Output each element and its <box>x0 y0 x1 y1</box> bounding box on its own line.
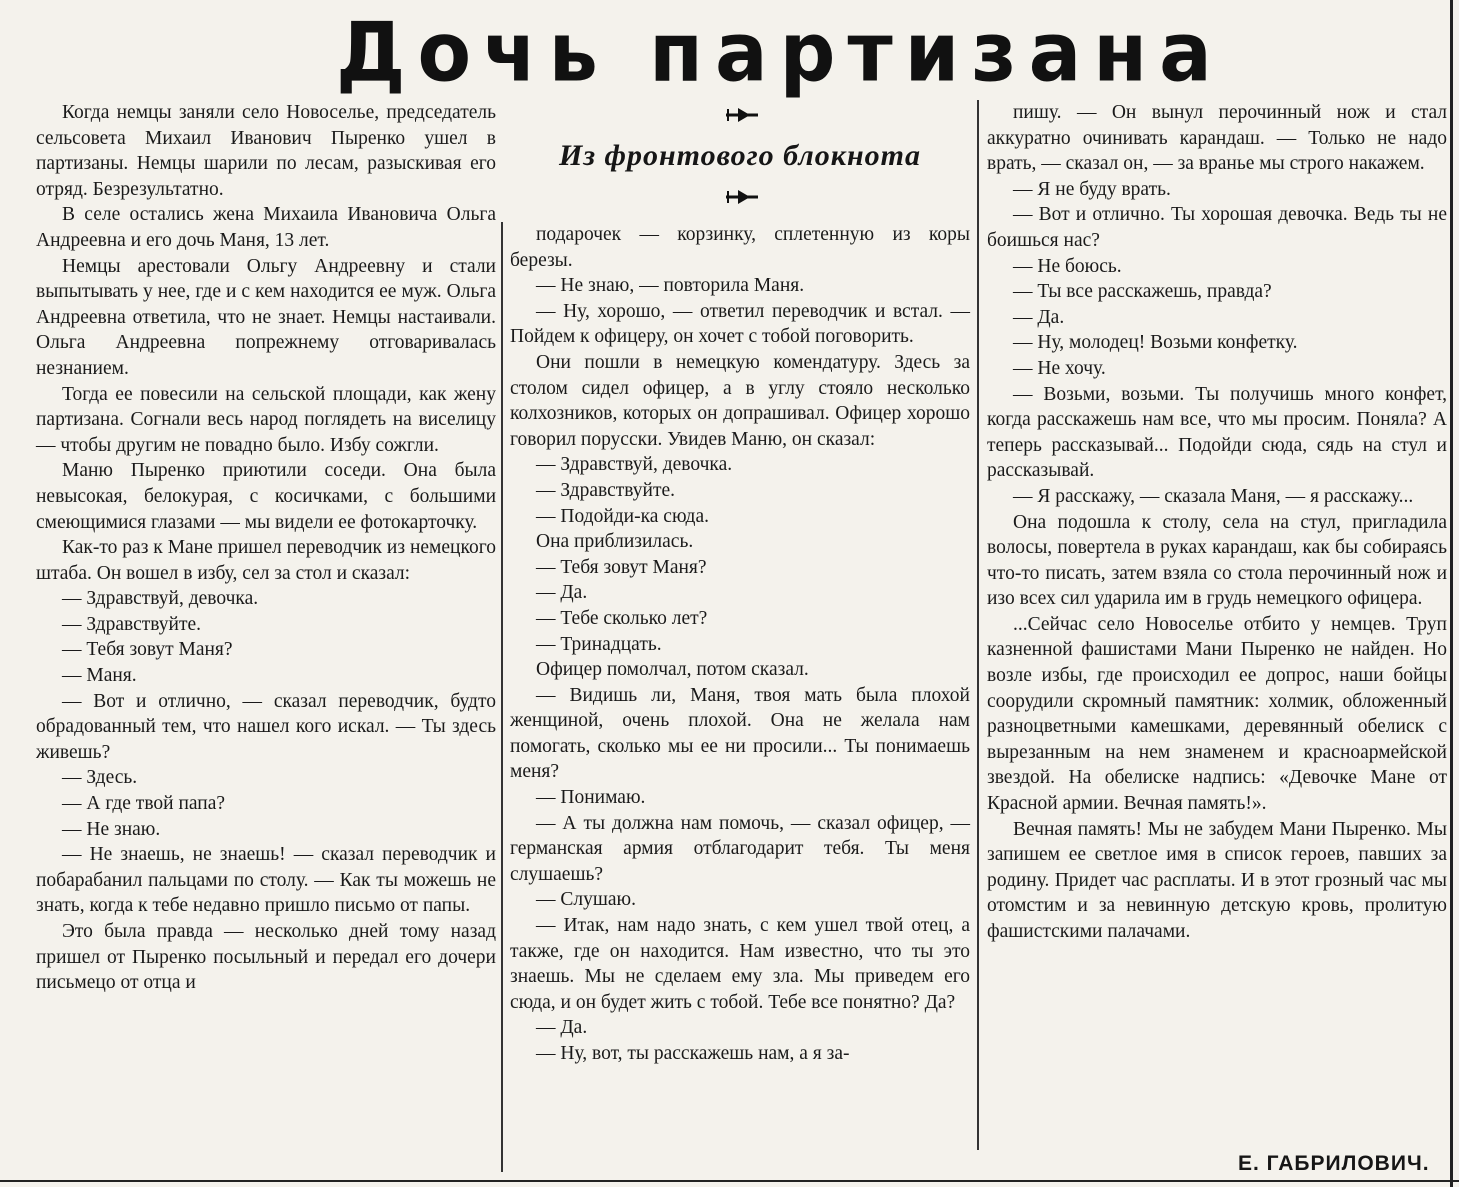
paragraph: Немцы арестовали Ольгу Андреевну и стали выпытывать у нее, где и с кем находится ее муж. Ольга Андреевна ответила, что не знает. Немцы настаивали. Ольга Андреевна попрежнему отговаривалась незнанием. <box>36 255 496 379</box>
paragraph: Вечная память! Мы не забудем Мани Пыренко. Мы запишем ее светлое имя в список героев, павших за родину. Придет час расплаты. И в этот грозный час мы отомстим и за невинную детскую кровь, пролитую фашистскими палачами. <box>987 818 1447 942</box>
paragraph: — А ты должна нам помочь, — сказал офицер, — германская армия отблагодарит тебя. Ты меня слушаешь? <box>510 812 970 885</box>
paragraph: Это была правда — несколько дней тому назад пришел от Пыренко посыльный и передал его дочери письмецо от отца и <box>36 921 496 994</box>
paragraph: — Тебя зовут Маня? <box>62 639 233 661</box>
ornament-arrow-icon <box>724 188 760 206</box>
column-divider <box>501 222 503 1172</box>
paragraph: — Ну, молодец! Возьми конфетку. <box>1013 332 1298 354</box>
paragraph: — Ты все расскажешь, правда? <box>1013 281 1272 303</box>
paragraph: — Да. <box>536 582 588 604</box>
author-signature: Е. ГАБРИЛОВИЧ. <box>1238 1152 1430 1175</box>
paragraph: Маню Пыренко приютили соседи. Она была невысокая, белокурая, с косичками, с большими смеющимися глазами — мы видели ее фотокарточку. <box>36 460 496 533</box>
paragraph: В селе остались жена Михаила Ивановича Ольга Андреевна и его дочь Маня, 13 лет. <box>36 204 496 251</box>
paragraph: — Понимаю. <box>536 787 646 809</box>
paragraph: — Не знаю, — повторила Маня. <box>536 275 805 297</box>
paragraph: — Маня. <box>62 665 137 687</box>
paragraph: — Ну, вот, ты расскажешь нам, а я за- <box>536 1043 850 1064</box>
paragraph: — Да. <box>1013 306 1065 328</box>
paragraph: — Видишь ли, Маня, твоя мать была плохой женщиной, очень плохой. Она не желала нам помогать, сколько мы ее ни просили... Ты понимаешь меня? <box>510 684 970 783</box>
paragraph: ...Сейчас село Новоселье отбито у немцев. Труп казненной фашистами Мани Пыренко не найден. Но возле избы, где происходил ее допрос, наши бойцы соорудили скромный памятник: холмик, обложенный разноцветными камешками, деревянный обелиск с вырезанным на нем знаменем и красноармейской звездой. На обелиске надпись: «Девочке Мане от Красной армии. Вечная память!». <box>987 613 1447 815</box>
paragraph: Она подошла к столу, села на стул, пригладила волосы, повертела в руках карандаш, как бы собираясь что-то писать, затем взяла со стола перочинный нож и изо всех сил ударила им в грудь немецкого офицера. <box>987 511 1447 610</box>
paragraph: — Слушаю. <box>536 889 636 911</box>
paragraph: — Здравствуй, девочка. <box>62 588 259 610</box>
paragraph: — Не знаешь, не знаешь! — сказал переводчик и побарабанил пальцами по столу. — Как ты можешь не знать, когда к тебе недавно пришло письмо от папы. <box>36 844 496 917</box>
article-column-3 <box>987 100 1447 945</box>
paragraph: — Не боюсь. <box>1013 255 1122 277</box>
ornament-arrow-icon <box>724 106 760 124</box>
paragraph: — Вот и отлично, — сказал переводчик, будто обрадованный тем, что нашел кого искал. — Ты здесь живешь? <box>36 690 496 763</box>
paragraph: — Возьми, возьми. Ты получишь много конфет, когда расскажешь нам все, что мы просим. Поняла? А теперь рассказывай... Подойди сюда, сядь на стул и рассказывай. <box>987 383 1447 482</box>
paragraph: — Ну, хорошо, — ответил переводчик и встал. — Пойдем к офицеру, он хочет с тобой поговорить. <box>510 300 970 348</box>
paragraph: — Я не буду врать. <box>1013 178 1171 200</box>
paragraph: — А где твой папа? <box>62 793 226 815</box>
paragraph: Когда немцы заняли село Новоселье, председатель сельсовета Михаил Иванович Пыренко ушел в партизаны. Немцы шарили по лесам, разыскивая его отряд. Безрезультатно. <box>36 102 496 200</box>
paragraph: — Здравствуйте. <box>536 479 676 501</box>
paragraph: — Тринадцать. <box>536 633 662 655</box>
paragraph: Тогда ее повесили на сельской площади, как жену партизана. Согнали весь народ поглядеть на виселицу — чтобы другим не повадно было. Избу сожгли. <box>36 383 496 456</box>
paragraph: — Не хочу. <box>1013 357 1106 379</box>
paragraph: подарочек — корзинку, сплетенную из коры березы. <box>510 224 970 271</box>
bottom-rule <box>0 1180 1459 1182</box>
paragraph: — Здравствуй, девочка. <box>536 454 733 476</box>
paragraph: — Тебе сколько лет? <box>536 607 708 629</box>
paragraph: — Здесь. <box>62 767 138 789</box>
article-column-2 <box>510 222 970 1067</box>
paragraph: — Итак, нам надо знать, с кем ушел твой отец, а также, где он находится. Нам известно, что ты это знаешь. Мы не сделаем ему зла. Мы приведем его сюда, и он будет жить с тобой. Тебе все понятно? Да? <box>510 915 970 1013</box>
paragraph: Они пошли в немецкую комендатуру. Здесь за столом сидел офицер, а в углу стояло несколько колхозников, которых он допрашивал. Офицер хорошо говорил порусски. Увидев Маню, он сказал: <box>510 351 970 450</box>
paragraph: — Я расскажу, — сказала Маня, — я расскажу... <box>1013 485 1414 507</box>
article-column-1 <box>36 100 496 996</box>
paragraph: Офицер помолчал, потом сказал. <box>536 659 809 681</box>
subtitle-block <box>510 100 970 218</box>
paragraph: — Вот и отлично. Ты хорошая девочка. Ведь ты не боишься нас? <box>987 204 1447 251</box>
paragraph: — Да. <box>536 1017 588 1039</box>
subtitle: Из фронтового блокнота <box>558 139 921 172</box>
column-divider <box>977 100 979 1150</box>
right-edge-rule <box>1450 0 1453 1187</box>
paragraph: — Тебя зовут Маня? <box>536 556 707 578</box>
headline: Дочь партизана <box>336 5 1224 101</box>
paragraph: Как-то раз к Мане пришел переводчик из немецкого штаба. Он вошел в избу, сел за стол и сказал: <box>36 537 496 584</box>
paragraph: пишу. — Он вынул перочинный нож и стал аккуратно очинивать карандаш. — Только не надо врать, — сказал он, — за вранье мы строго накажем. <box>987 102 1447 175</box>
paragraph: — Не знаю. <box>62 818 161 840</box>
paragraph: — Подойди-ка сюда. <box>536 505 709 527</box>
paragraph: — Здравствуйте. <box>62 613 202 635</box>
paragraph: Она приблизилась. <box>536 531 694 553</box>
